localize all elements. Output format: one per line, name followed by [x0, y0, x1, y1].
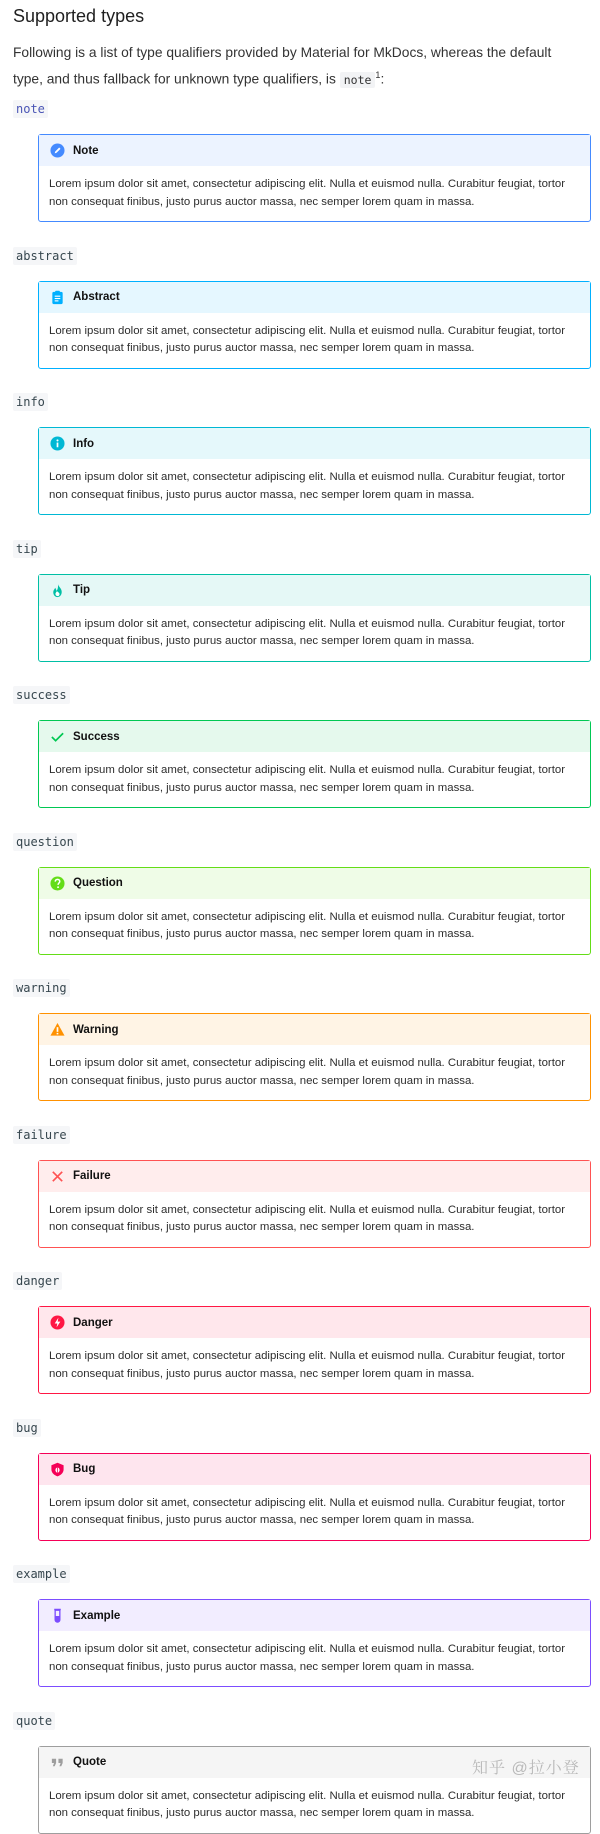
admonition-title-text: Warning — [73, 1023, 119, 1036]
admonition-title — [39, 1161, 590, 1192]
admonition-danger — [38, 1306, 591, 1394]
lightning-icon — [50, 1315, 65, 1330]
admonition-failure — [38, 1160, 591, 1248]
intro-suffix: : — [380, 71, 385, 87]
admonition-title — [39, 1014, 590, 1045]
admonition-title-text: Success — [73, 730, 120, 743]
admonition-note — [38, 134, 591, 222]
admonition-title-text: Danger — [73, 1316, 113, 1329]
admonition-title-text: Failure — [73, 1170, 111, 1182]
type-qualifier-code: bug — [13, 1419, 41, 1437]
admonition-title — [39, 282, 590, 313]
admonition-body: Lorem ipsum dolor sit amet, consectetur adipiscing elit. Nulla et euismod nulla. Curabitur feugiat, tortor non consequat finibus, justo purus auctor massa, nec semper lorem quam in massa. — [49, 617, 565, 647]
admonition-body: Lorem ipsum dolor sit amet, consectetur adipiscing elit. Nulla et euismod nulla. Curabitur feugiat, tortor non consequat finibus, justo purus auctor massa, nec semper lorem quam in massa. — [49, 1203, 565, 1233]
admonition-body: Lorem ipsum dolor sit amet, consectetur adipiscing elit. Nulla et euismod nulla. Curabitur feugiat, tortor non consequat finibus, justo purus auctor massa, nec semper lorem quam in massa. — [49, 471, 565, 501]
admonition-title-text: Tip — [73, 584, 91, 596]
type-qualifier-code: tip — [13, 540, 41, 558]
admonition-title-text: Note — [73, 144, 99, 157]
pencil-icon — [50, 143, 65, 158]
admonition-example — [38, 1599, 591, 1687]
admonition-title-text: Quote — [73, 1756, 107, 1768]
admonition-title — [39, 1600, 590, 1631]
admonition-warning — [38, 1013, 591, 1101]
shield-icon — [50, 1462, 65, 1477]
type-qualifier-code: quote — [13, 1712, 55, 1730]
admonition-title — [39, 721, 590, 752]
admonition-title-text: Abstract — [73, 291, 120, 303]
default-type-code: note — [340, 72, 376, 88]
admonition-title — [39, 1454, 590, 1485]
admonition-info — [38, 427, 591, 515]
admonition-title-text: Example — [73, 1609, 121, 1622]
flask-icon — [50, 1608, 65, 1623]
info-icon — [50, 436, 65, 451]
type-qualifier-code: failure — [13, 1126, 70, 1144]
admonition-title — [39, 575, 590, 606]
warning-icon — [50, 1022, 65, 1037]
intro-paragraph — [13, 42, 585, 91]
admonition-body: Lorem ipsum dolor sit amet, consectetur adipiscing elit. Nulla et euismod nulla. Curabitur feugiat, tortor non consequat finibus, justo purus auctor massa, nec semper lorem quam in massa. — [49, 1057, 565, 1087]
admonition-title-text: Info — [73, 437, 95, 450]
admonition-body: Lorem ipsum dolor sit amet, consectetur adipiscing elit. Nulla et euismod nulla. Curabitur feugiat, tortor non consequat finibus, justo purus auctor massa, nec semper lorem quam in massa. — [49, 764, 565, 794]
footnote-ref[interactable]: 1 — [375, 70, 381, 80]
admonition-title-text: Question — [73, 877, 123, 889]
admonition-body: Lorem ipsum dolor sit amet, consectetur adipiscing elit. Nulla et euismod nulla. Curabitur feugiat, tortor non consequat finibus, justo purus auctor massa, nec semper lorem quam in massa. — [49, 324, 565, 354]
admonition-body: Lorem ipsum dolor sit amet, consectetur adipiscing elit. Nulla et euismod nulla. Curabitur feugiat, tortor non consequat finibus, justo purus auctor massa, nec semper lorem quam in massa. — [49, 910, 565, 940]
type-qualifier-code: note — [13, 100, 48, 118]
admonition-title — [39, 1307, 590, 1338]
intro-text: Following is a list of type qualifiers provided by Material for MkDocs, whereas the default type, and thus fallback for unknown type qualifiers, is — [13, 45, 552, 87]
admonition-body: Lorem ipsum dolor sit amet, consectetur adipiscing elit. Nulla et euismod nulla. Curabitur feugiat, tortor non consequat finibus, justo purus auctor massa, nec semper lorem quam in massa. — [49, 1789, 565, 1819]
check-icon — [50, 729, 65, 744]
admonition-success — [38, 720, 591, 808]
page-title: Supported types — [13, 6, 145, 26]
admonition-abstract — [38, 281, 591, 369]
admonition-body: Lorem ipsum dolor sit amet, consectetur adipiscing elit. Nulla et euismod nulla. Curabitur feugiat, tortor non consequat finibus, justo purus auctor massa, nec semper lorem quam in massa. — [49, 1496, 565, 1526]
admonition-question — [38, 867, 591, 955]
admonition-tip — [38, 574, 591, 662]
watermark: 知乎 @拉小登 — [472, 1760, 580, 1777]
flame-icon — [50, 583, 65, 598]
question-icon — [50, 876, 65, 891]
type-qualifier-code: abstract — [13, 247, 77, 265]
admonition-title — [39, 868, 590, 899]
admonition-body: Lorem ipsum dolor sit amet, consectetur adipiscing elit. Nulla et euismod nulla. Curabitur feugiat, tortor non consequat finibus, justo purus auctor massa, nec semper lorem quam in massa. — [49, 1643, 565, 1673]
type-qualifier-code: success — [13, 686, 70, 704]
close-icon — [50, 1169, 65, 1184]
type-qualifier-code: info — [13, 393, 48, 411]
type-qualifier-code: question — [13, 833, 77, 851]
admonition-body: Lorem ipsum dolor sit amet, consectetur adipiscing elit. Nulla et euismod nulla. Curabitur feugiat, tortor non consequat finibus, justo purus auctor massa, nec semper lorem quam in massa. — [49, 178, 565, 208]
admonition-title — [39, 135, 590, 166]
type-qualifier-code: example — [13, 1565, 70, 1583]
quote-icon — [50, 1755, 65, 1770]
admonition-body: Lorem ipsum dolor sit amet, consectetur adipiscing elit. Nulla et euismod nulla. Curabitur feugiat, tortor non consequat finibus, justo purus auctor massa, nec semper lorem quam in massa. — [49, 1350, 565, 1380]
admonition-bug — [38, 1453, 591, 1541]
type-qualifier-code: warning — [13, 979, 70, 997]
admonition-title — [39, 428, 590, 459]
admonition-title-text: Bug — [73, 1463, 96, 1475]
type-qualifier-code: danger — [13, 1272, 62, 1290]
clipboard-icon — [50, 290, 65, 305]
